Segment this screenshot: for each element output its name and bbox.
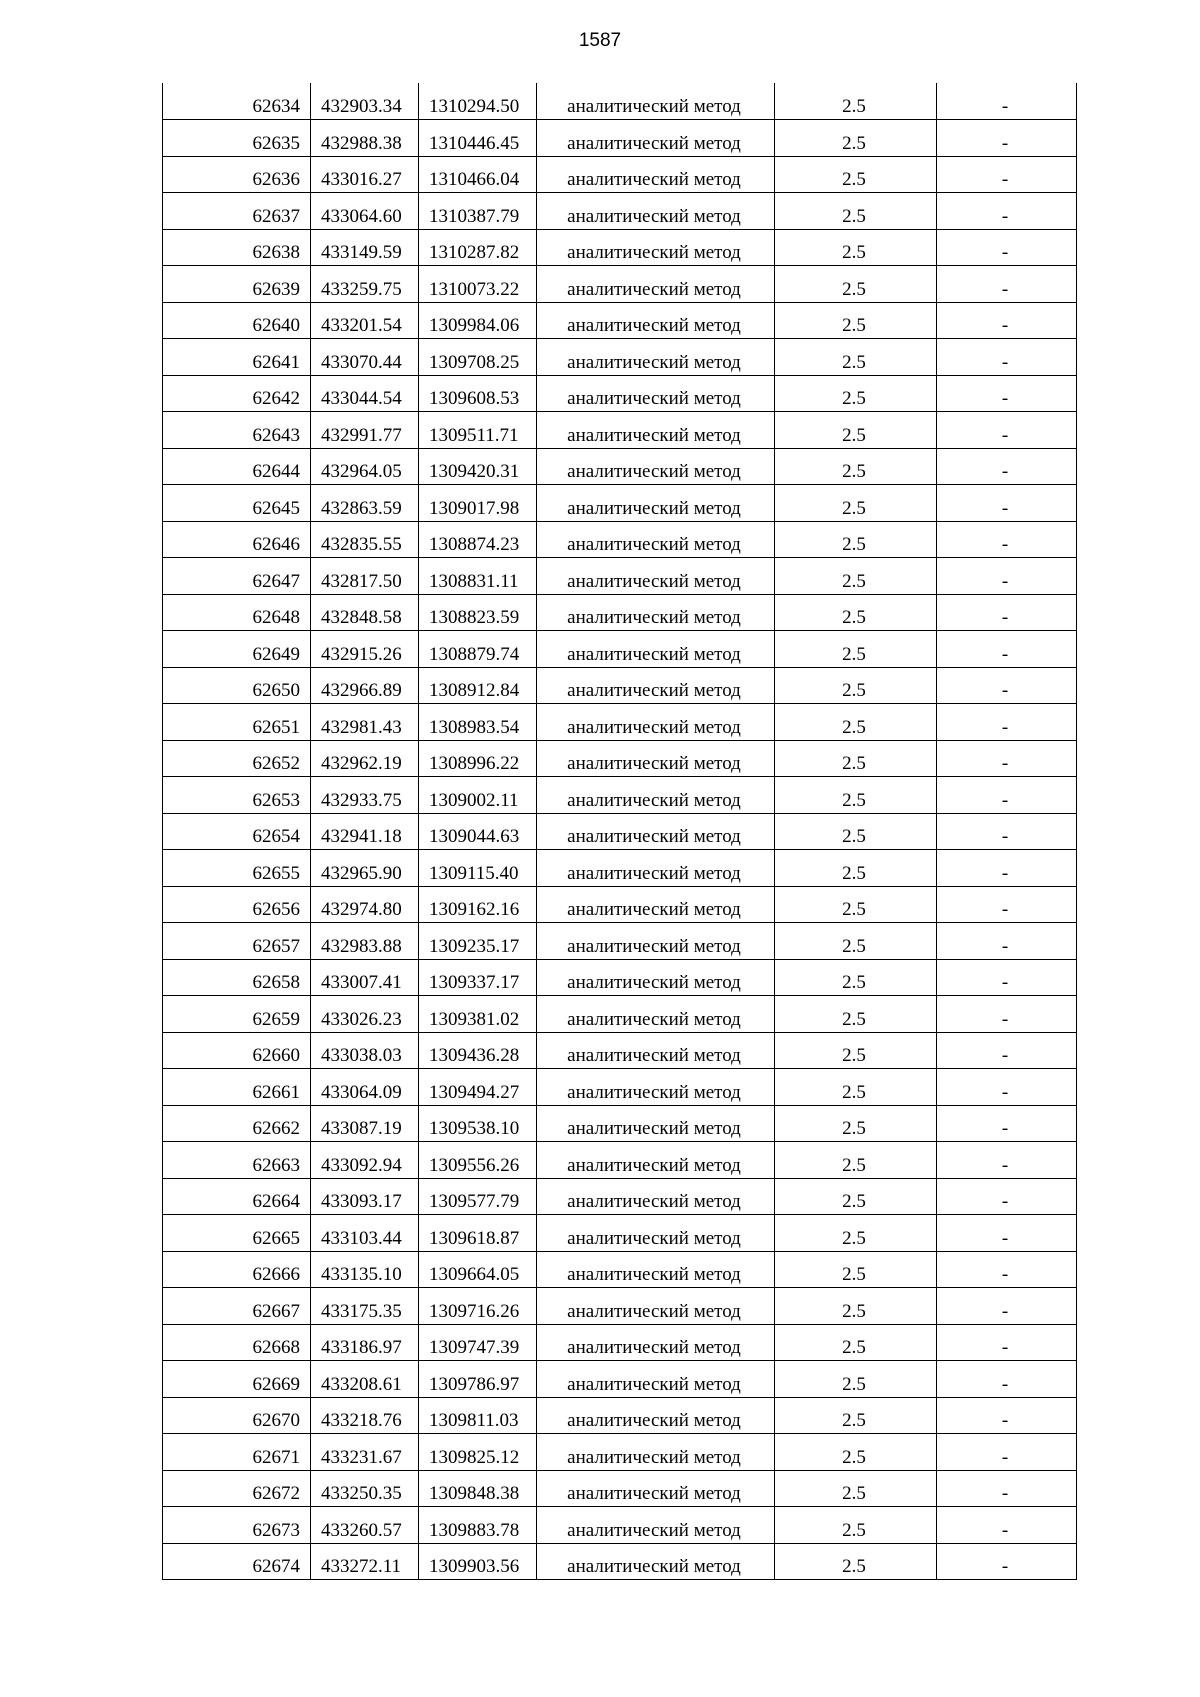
table-row <box>163 850 1077 887</box>
note-cell: - <box>937 558 1077 595</box>
point-number-cell: 62654 <box>163 813 311 850</box>
x-coordinate-cell: 432965.90 <box>311 850 419 887</box>
point-number-cell: 62639 <box>163 266 311 303</box>
table-row <box>163 193 1077 230</box>
table-row <box>163 594 1077 631</box>
y-coordinate-cell: 1309511.71 <box>419 412 537 449</box>
method-cell: аналитический метод <box>537 886 775 923</box>
table-row <box>163 1543 1077 1580</box>
point-number-cell: 62670 <box>163 1397 311 1434</box>
method-cell: аналитический метод <box>537 302 775 339</box>
x-coordinate-cell: 432835.55 <box>311 521 419 558</box>
note-cell: - <box>937 996 1077 1033</box>
x-coordinate-cell: 433135.10 <box>311 1251 419 1288</box>
note-cell: - <box>937 777 1077 814</box>
y-coordinate-cell: 1308996.22 <box>419 740 537 777</box>
note-cell: - <box>937 740 1077 777</box>
point-number-cell: 62637 <box>163 193 311 230</box>
y-coordinate-cell: 1308874.23 <box>419 521 537 558</box>
accuracy-cell: 2.5 <box>775 667 937 704</box>
table-row <box>163 156 1077 193</box>
accuracy-cell: 2.5 <box>775 850 937 887</box>
note-cell: - <box>937 339 1077 376</box>
point-number-cell: 62641 <box>163 339 311 376</box>
accuracy-cell: 2.5 <box>775 923 937 960</box>
method-cell: аналитический метод <box>537 1069 775 1106</box>
point-number-cell: 62657 <box>163 923 311 960</box>
point-number-cell: 62671 <box>163 1434 311 1471</box>
y-coordinate-cell: 1309235.17 <box>419 923 537 960</box>
x-coordinate-cell: 432991.77 <box>311 412 419 449</box>
table-row <box>163 631 1077 668</box>
x-coordinate-cell: 433272.11 <box>311 1543 419 1580</box>
method-cell: аналитический метод <box>537 156 775 193</box>
method-cell: аналитический метод <box>537 229 775 266</box>
note-cell: - <box>937 1178 1077 1215</box>
accuracy-cell: 2.5 <box>775 886 937 923</box>
y-coordinate-cell: 1308912.84 <box>419 667 537 704</box>
x-coordinate-cell: 433016.27 <box>311 156 419 193</box>
method-cell: аналитический метод <box>537 448 775 485</box>
accuracy-cell: 2.5 <box>775 558 937 595</box>
method-cell: аналитический метод <box>537 521 775 558</box>
method-cell: аналитический метод <box>537 631 775 668</box>
accuracy-cell: 2.5 <box>775 302 937 339</box>
y-coordinate-cell: 1309044.63 <box>419 813 537 850</box>
point-number-cell: 62659 <box>163 996 311 1033</box>
point-number-cell: 62642 <box>163 375 311 412</box>
y-coordinate-cell: 1309556.26 <box>419 1142 537 1179</box>
coordinates-table-body <box>163 83 1077 1580</box>
x-coordinate-cell: 433175.35 <box>311 1288 419 1325</box>
table-row <box>163 448 1077 485</box>
table-row <box>163 521 1077 558</box>
table-row <box>163 777 1077 814</box>
accuracy-cell: 2.5 <box>775 1142 937 1179</box>
y-coordinate-cell: 1309825.12 <box>419 1434 537 1471</box>
method-cell: аналитический метод <box>537 485 775 522</box>
x-coordinate-cell: 432981.43 <box>311 704 419 741</box>
method-cell: аналитический метод <box>537 1470 775 1507</box>
point-number-cell: 62664 <box>163 1178 311 1215</box>
y-coordinate-cell: 1309381.02 <box>419 996 537 1033</box>
note-cell: - <box>937 412 1077 449</box>
y-coordinate-cell: 1309420.31 <box>419 448 537 485</box>
x-coordinate-cell: 433064.60 <box>311 193 419 230</box>
method-cell: аналитический метод <box>537 339 775 376</box>
accuracy-cell: 2.5 <box>775 1543 937 1580</box>
accuracy-cell: 2.5 <box>775 193 937 230</box>
x-coordinate-cell: 432863.59 <box>311 485 419 522</box>
method-cell: аналитический метод <box>537 1142 775 1179</box>
method-cell: аналитический метод <box>537 704 775 741</box>
accuracy-cell: 2.5 <box>775 1361 937 1398</box>
method-cell: аналитический метод <box>537 412 775 449</box>
y-coordinate-cell: 1309984.06 <box>419 302 537 339</box>
accuracy-cell: 2.5 <box>775 1397 937 1434</box>
table-row <box>163 1397 1077 1434</box>
accuracy-cell: 2.5 <box>775 1215 937 1252</box>
x-coordinate-cell: 433007.41 <box>311 959 419 996</box>
y-coordinate-cell: 1309337.17 <box>419 959 537 996</box>
y-coordinate-cell: 1309747.39 <box>419 1324 537 1361</box>
table-row <box>163 1178 1077 1215</box>
note-cell: - <box>937 375 1077 412</box>
accuracy-cell: 2.5 <box>775 485 937 522</box>
accuracy-cell: 2.5 <box>775 521 937 558</box>
x-coordinate-cell: 433259.75 <box>311 266 419 303</box>
note-cell: - <box>937 667 1077 704</box>
accuracy-cell: 2.5 <box>775 375 937 412</box>
point-number-cell: 62666 <box>163 1251 311 1288</box>
x-coordinate-cell: 432974.80 <box>311 886 419 923</box>
method-cell: аналитический метод <box>537 1105 775 1142</box>
accuracy-cell: 2.5 <box>775 120 937 157</box>
method-cell: аналитический метод <box>537 1361 775 1398</box>
method-cell: аналитический метод <box>537 1178 775 1215</box>
y-coordinate-cell: 1308823.59 <box>419 594 537 631</box>
accuracy-cell: 2.5 <box>775 229 937 266</box>
note-cell: - <box>937 1324 1077 1361</box>
y-coordinate-cell: 1309708.25 <box>419 339 537 376</box>
point-number-cell: 62662 <box>163 1105 311 1142</box>
note-cell: - <box>937 448 1077 485</box>
y-coordinate-cell: 1310073.22 <box>419 266 537 303</box>
note-cell: - <box>937 302 1077 339</box>
accuracy-cell: 2.5 <box>775 1470 937 1507</box>
table-row <box>163 1434 1077 1471</box>
y-coordinate-cell: 1309716.26 <box>419 1288 537 1325</box>
accuracy-cell: 2.5 <box>775 594 937 631</box>
table-row <box>163 83 1077 120</box>
x-coordinate-cell: 432964.05 <box>311 448 419 485</box>
table-row <box>163 1251 1077 1288</box>
point-number-cell: 62645 <box>163 485 311 522</box>
note-cell: - <box>937 886 1077 923</box>
x-coordinate-cell: 433064.09 <box>311 1069 419 1106</box>
table-row <box>163 302 1077 339</box>
method-cell: аналитический метод <box>537 1434 775 1471</box>
table-row <box>163 667 1077 704</box>
point-number-cell: 62667 <box>163 1288 311 1325</box>
point-number-cell: 62661 <box>163 1069 311 1106</box>
table-row <box>163 886 1077 923</box>
y-coordinate-cell: 1309786.97 <box>419 1361 537 1398</box>
x-coordinate-cell: 432962.19 <box>311 740 419 777</box>
y-coordinate-cell: 1310466.04 <box>419 156 537 193</box>
x-coordinate-cell: 432903.34 <box>311 83 419 120</box>
y-coordinate-cell: 1309494.27 <box>419 1069 537 1106</box>
method-cell: аналитический метод <box>537 1251 775 1288</box>
point-number-cell: 62665 <box>163 1215 311 1252</box>
y-coordinate-cell: 1309608.53 <box>419 375 537 412</box>
y-coordinate-cell: 1308879.74 <box>419 631 537 668</box>
note-cell: - <box>937 120 1077 157</box>
point-number-cell: 62638 <box>163 229 311 266</box>
x-coordinate-cell: 433149.59 <box>311 229 419 266</box>
table-row <box>163 120 1077 157</box>
table-row <box>163 1069 1077 1106</box>
point-number-cell: 62668 <box>163 1324 311 1361</box>
point-number-cell: 62672 <box>163 1470 311 1507</box>
y-coordinate-cell: 1310446.45 <box>419 120 537 157</box>
table-row <box>163 1215 1077 1252</box>
point-number-cell: 62658 <box>163 959 311 996</box>
x-coordinate-cell: 432933.75 <box>311 777 419 814</box>
method-cell: аналитический метод <box>537 266 775 303</box>
note-cell: - <box>937 1105 1077 1142</box>
table-row <box>163 412 1077 449</box>
accuracy-cell: 2.5 <box>775 1507 937 1544</box>
point-number-cell: 62673 <box>163 1507 311 1544</box>
method-cell: аналитический метод <box>537 1397 775 1434</box>
table-row <box>163 339 1077 376</box>
note-cell: - <box>937 1251 1077 1288</box>
method-cell: аналитический метод <box>537 1507 775 1544</box>
accuracy-cell: 2.5 <box>775 740 937 777</box>
note-cell: - <box>937 266 1077 303</box>
accuracy-cell: 2.5 <box>775 1288 937 1325</box>
accuracy-cell: 2.5 <box>775 1178 937 1215</box>
accuracy-cell: 2.5 <box>775 83 937 120</box>
note-cell: - <box>937 229 1077 266</box>
table-row <box>163 558 1077 595</box>
accuracy-cell: 2.5 <box>775 156 937 193</box>
x-coordinate-cell: 433092.94 <box>311 1142 419 1179</box>
table-row <box>163 1288 1077 1325</box>
y-coordinate-cell: 1310387.79 <box>419 193 537 230</box>
x-coordinate-cell: 432817.50 <box>311 558 419 595</box>
point-number-cell: 62650 <box>163 667 311 704</box>
x-coordinate-cell: 433044.54 <box>311 375 419 412</box>
note-cell: - <box>937 83 1077 120</box>
note-cell: - <box>937 1397 1077 1434</box>
note-cell: - <box>937 813 1077 850</box>
y-coordinate-cell: 1309002.11 <box>419 777 537 814</box>
method-cell: аналитический метод <box>537 120 775 157</box>
page-number: 1587 <box>578 30 622 51</box>
table-row <box>163 740 1077 777</box>
x-coordinate-cell: 433218.76 <box>311 1397 419 1434</box>
point-number-cell: 62652 <box>163 740 311 777</box>
method-cell: аналитический метод <box>537 558 775 595</box>
note-cell: - <box>937 1069 1077 1106</box>
x-coordinate-cell: 433231.67 <box>311 1434 419 1471</box>
y-coordinate-cell: 1309538.10 <box>419 1105 537 1142</box>
y-coordinate-cell: 1309848.38 <box>419 1470 537 1507</box>
accuracy-cell: 2.5 <box>775 959 937 996</box>
y-coordinate-cell: 1309618.87 <box>419 1215 537 1252</box>
method-cell: аналитический метод <box>537 850 775 887</box>
x-coordinate-cell: 433250.35 <box>311 1470 419 1507</box>
table-row <box>163 813 1077 850</box>
table-row <box>163 996 1077 1033</box>
point-number-cell: 62653 <box>163 777 311 814</box>
x-coordinate-cell: 432941.18 <box>311 813 419 850</box>
method-cell: аналитический метод <box>537 777 775 814</box>
y-coordinate-cell: 1309903.56 <box>419 1543 537 1580</box>
table-row <box>163 375 1077 412</box>
y-coordinate-cell: 1310294.50 <box>419 83 537 120</box>
point-number-cell: 62635 <box>163 120 311 157</box>
table-row <box>163 1142 1077 1179</box>
x-coordinate-cell: 433103.44 <box>311 1215 419 1252</box>
x-coordinate-cell: 433070.44 <box>311 339 419 376</box>
coordinates-table <box>162 83 1077 1580</box>
table-row <box>163 1361 1077 1398</box>
table-row <box>163 485 1077 522</box>
table-row <box>163 1105 1077 1142</box>
table-row <box>163 704 1077 741</box>
method-cell: аналитический метод <box>537 1543 775 1580</box>
point-number-cell: 62656 <box>163 886 311 923</box>
method-cell: аналитический метод <box>537 813 775 850</box>
accuracy-cell: 2.5 <box>775 412 937 449</box>
method-cell: аналитический метод <box>537 83 775 120</box>
accuracy-cell: 2.5 <box>775 448 937 485</box>
y-coordinate-cell: 1308831.11 <box>419 558 537 595</box>
note-cell: - <box>937 1543 1077 1580</box>
method-cell: аналитический метод <box>537 959 775 996</box>
x-coordinate-cell: 432915.26 <box>311 631 419 668</box>
accuracy-cell: 2.5 <box>775 1032 937 1069</box>
point-number-cell: 62663 <box>163 1142 311 1179</box>
accuracy-cell: 2.5 <box>775 631 937 668</box>
point-number-cell: 62647 <box>163 558 311 595</box>
x-coordinate-cell: 433038.03 <box>311 1032 419 1069</box>
table-row <box>163 229 1077 266</box>
x-coordinate-cell: 433026.23 <box>311 996 419 1033</box>
accuracy-cell: 2.5 <box>775 777 937 814</box>
note-cell: - <box>937 1507 1077 1544</box>
note-cell: - <box>937 1215 1077 1252</box>
x-coordinate-cell: 433201.54 <box>311 302 419 339</box>
point-number-cell: 62651 <box>163 704 311 741</box>
y-coordinate-cell: 1309811.03 <box>419 1397 537 1434</box>
method-cell: аналитический метод <box>537 375 775 412</box>
accuracy-cell: 2.5 <box>775 1105 937 1142</box>
note-cell: - <box>937 521 1077 558</box>
point-number-cell: 62636 <box>163 156 311 193</box>
accuracy-cell: 2.5 <box>775 996 937 1033</box>
accuracy-cell: 2.5 <box>775 1324 937 1361</box>
note-cell: - <box>937 1470 1077 1507</box>
x-coordinate-cell: 433208.61 <box>311 1361 419 1398</box>
note-cell: - <box>937 594 1077 631</box>
note-cell: - <box>937 850 1077 887</box>
y-coordinate-cell: 1309436.28 <box>419 1032 537 1069</box>
note-cell: - <box>937 923 1077 960</box>
table-row <box>163 266 1077 303</box>
point-number-cell: 62674 <box>163 1543 311 1580</box>
y-coordinate-cell: 1309162.16 <box>419 886 537 923</box>
note-cell: - <box>937 485 1077 522</box>
point-number-cell: 62634 <box>163 83 311 120</box>
accuracy-cell: 2.5 <box>775 266 937 303</box>
point-number-cell: 62644 <box>163 448 311 485</box>
method-cell: аналитический метод <box>537 996 775 1033</box>
point-number-cell: 62655 <box>163 850 311 887</box>
x-coordinate-cell: 433093.17 <box>311 1178 419 1215</box>
point-number-cell: 62646 <box>163 521 311 558</box>
point-number-cell: 62660 <box>163 1032 311 1069</box>
note-cell: - <box>937 1032 1077 1069</box>
point-number-cell: 62640 <box>163 302 311 339</box>
note-cell: - <box>937 1361 1077 1398</box>
method-cell: аналитический метод <box>537 1032 775 1069</box>
table-row <box>163 1032 1077 1069</box>
method-cell: аналитический метод <box>537 740 775 777</box>
note-cell: - <box>937 959 1077 996</box>
y-coordinate-cell: 1309115.40 <box>419 850 537 887</box>
accuracy-cell: 2.5 <box>775 813 937 850</box>
method-cell: аналитический метод <box>537 1215 775 1252</box>
y-coordinate-cell: 1309577.79 <box>419 1178 537 1215</box>
y-coordinate-cell: 1309883.78 <box>419 1507 537 1544</box>
table-row <box>163 1470 1077 1507</box>
method-cell: аналитический метод <box>537 923 775 960</box>
x-coordinate-cell: 432988.38 <box>311 120 419 157</box>
point-number-cell: 62649 <box>163 631 311 668</box>
accuracy-cell: 2.5 <box>775 1069 937 1106</box>
note-cell: - <box>937 1142 1077 1179</box>
method-cell: аналитический метод <box>537 667 775 704</box>
x-coordinate-cell: 432983.88 <box>311 923 419 960</box>
y-coordinate-cell: 1309664.05 <box>419 1251 537 1288</box>
note-cell: - <box>937 631 1077 668</box>
x-coordinate-cell: 432966.89 <box>311 667 419 704</box>
table-row <box>163 1324 1077 1361</box>
method-cell: аналитический метод <box>537 1324 775 1361</box>
method-cell: аналитический метод <box>537 1288 775 1325</box>
x-coordinate-cell: 432848.58 <box>311 594 419 631</box>
table-row <box>163 959 1077 996</box>
note-cell: - <box>937 704 1077 741</box>
point-number-cell: 62648 <box>163 594 311 631</box>
table-row <box>163 923 1077 960</box>
note-cell: - <box>937 1434 1077 1471</box>
y-coordinate-cell: 1308983.54 <box>419 704 537 741</box>
y-coordinate-cell: 1309017.98 <box>419 485 537 522</box>
method-cell: аналитический метод <box>537 594 775 631</box>
method-cell: аналитический метод <box>537 193 775 230</box>
note-cell: - <box>937 193 1077 230</box>
x-coordinate-cell: 433087.19 <box>311 1105 419 1142</box>
point-number-cell: 62669 <box>163 1361 311 1398</box>
accuracy-cell: 2.5 <box>775 339 937 376</box>
accuracy-cell: 2.5 <box>775 1251 937 1288</box>
table-row <box>163 1507 1077 1544</box>
note-cell: - <box>937 156 1077 193</box>
note-cell: - <box>937 1288 1077 1325</box>
x-coordinate-cell: 433260.57 <box>311 1507 419 1544</box>
point-number-cell: 62643 <box>163 412 311 449</box>
y-coordinate-cell: 1310287.82 <box>419 229 537 266</box>
x-coordinate-cell: 433186.97 <box>311 1324 419 1361</box>
accuracy-cell: 2.5 <box>775 704 937 741</box>
accuracy-cell: 2.5 <box>775 1434 937 1471</box>
